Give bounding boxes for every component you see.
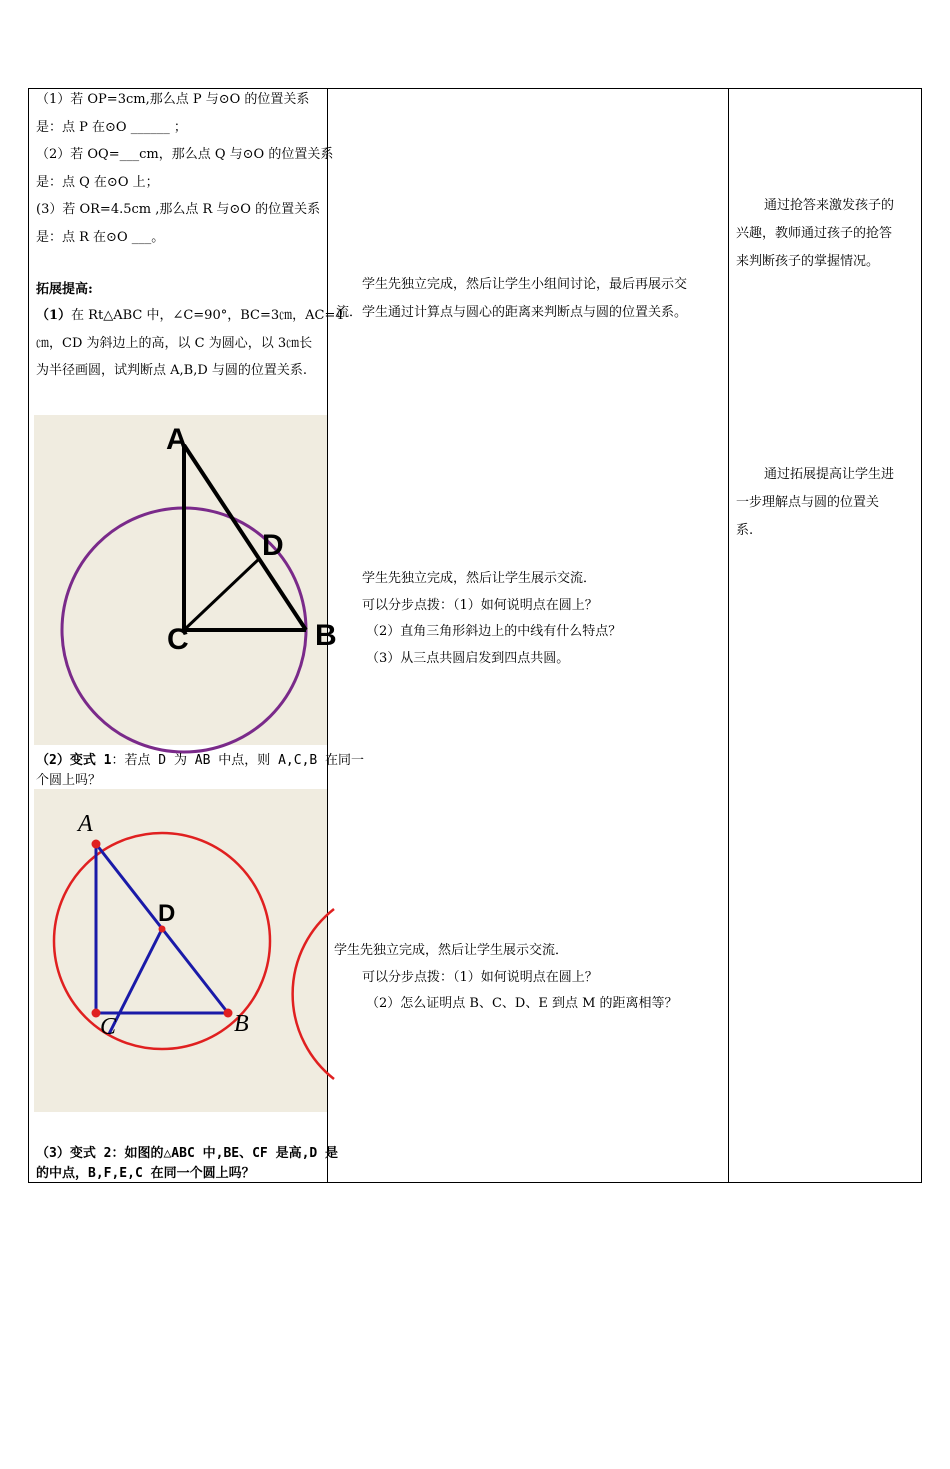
text-line: 学生先独立完成，然后让学生展示交流． (334, 943, 569, 958)
text-line: 兴趣，教师通过孩子的抢答 (736, 226, 893, 241)
text-line: ：若点 D 为 AB 中点，则 A,C,B 在同一 (111, 753, 365, 768)
label-b: B (315, 619, 337, 652)
text-line: 可以分步点拨：（1）如何说明点在圆上？ (362, 597, 598, 613)
label-a: A (166, 423, 188, 456)
label-c: C (167, 623, 189, 656)
teaching-activity-2 (362, 566, 621, 672)
text-line: （3）从三点共圆启发到四点共圆。 (366, 650, 570, 666)
variation-2 (36, 1144, 338, 1184)
text-line: 学生先独立完成，然后让学生小组间讨论，最后再展示交 (362, 277, 688, 292)
label-a: A (78, 811, 93, 837)
problem-number: （2）变式 1 (36, 753, 112, 768)
text-line: 通过抢答来激发孩子的 (764, 198, 895, 213)
label-d: D (158, 900, 176, 927)
text-line: 在 Rt△ABC 中，∠C=90°，BC=3㎝，AC=4 (71, 308, 344, 323)
text-line: 通过拓展提高让学生进 (764, 467, 895, 482)
figure-2-circle-triangle (34, 789, 327, 1112)
figure-background (34, 415, 327, 745)
text-line: （2）怎么证明点 B、C、D、E 到点 M 的距离相等？ (366, 996, 678, 1011)
text-line: 来判断孩子的掌握情况。 (736, 254, 880, 269)
text-line: 个圆上吗？ (36, 773, 102, 788)
label-b: B (234, 1011, 249, 1037)
text-line: 为半径画圆，试判断点 A,B,D 与圆的位置关系. (36, 363, 308, 378)
point-a (92, 840, 101, 849)
text-line: 可以分步点拨：（1）如何说明点在圆上？ (362, 969, 598, 985)
text-line: 系. (736, 523, 754, 538)
question-1 (36, 86, 333, 251)
extension-title: 拓展提高: (36, 282, 93, 297)
text-line: 是：点 P 在⊙O ______ ； (36, 119, 187, 135)
text-line: （2）若 OQ=___cm，那么点 Q 与⊙O 的位置关系 (36, 147, 334, 162)
text-line: (3）若 OR=4.5cm ,那么点 R 与⊙O 的位置关系 (36, 202, 321, 217)
label-c: C (100, 1014, 117, 1040)
label-d: D (262, 529, 284, 562)
text-line: 的中点，B,F,E,C 在同一个圆上吗？ (36, 1166, 255, 1181)
text-line: （3）变式 2：如图的△ABC 中,BE、CF 是高,D 是 (36, 1146, 339, 1161)
design-intent-1 (736, 192, 894, 276)
text-line: （1）若 OP=3cm,那么点 P 与⊙O 的位置关系 (36, 92, 310, 107)
text-line: ㎝，CD 为斜边上的高，以 C 为圆心，以 3㎝长 (36, 335, 313, 351)
teaching-activity-3 (334, 938, 678, 1018)
text-line: 是：点 Q 在⊙O 上； (36, 174, 159, 190)
figure-1-circle-triangle (34, 415, 337, 745)
text-line: 一步理解点与圆的位置关 (736, 495, 880, 510)
text-line: （2）直角三角形斜边上的中线有什么特点？ (366, 624, 622, 639)
text-line: 是：点 R 在⊙O ___。 (36, 229, 165, 245)
point-b (224, 1009, 233, 1018)
column-divider-2 (728, 89, 729, 1182)
design-intent-2 (736, 461, 894, 545)
problem-number: （1） (36, 308, 72, 323)
variation-1 (36, 751, 364, 791)
extension-problem-1 (36, 302, 344, 385)
teaching-activity-1 (336, 271, 687, 326)
text-line: 学生先独立完成，然后让学生展示交流． (362, 571, 597, 586)
text-line: 流．学生通过计算点与圆心的距离来判断点与圆的位置关系。 (336, 304, 688, 320)
